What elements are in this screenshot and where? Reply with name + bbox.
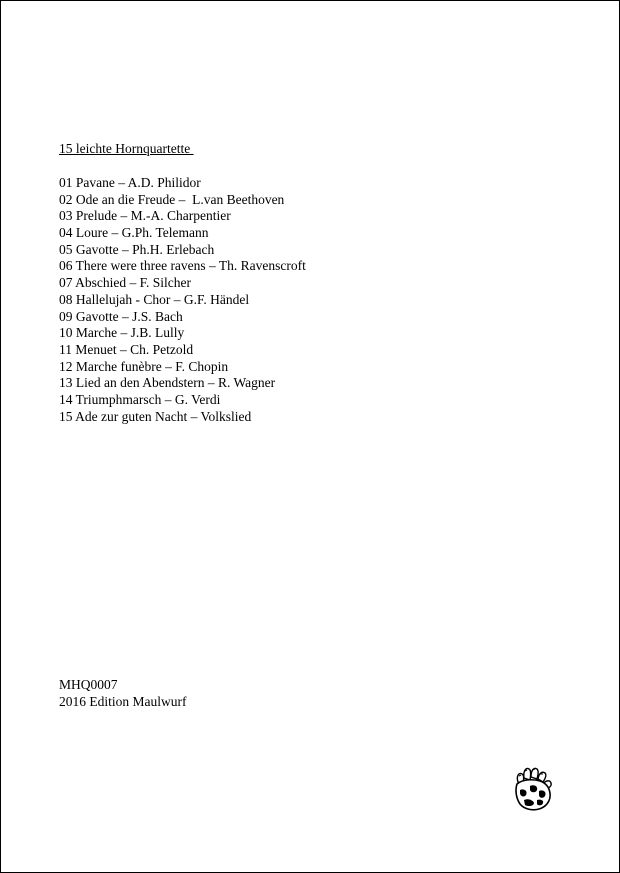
track-list bbox=[59, 175, 306, 425]
track-item: 02 Ode an die Freude – L.van Beethoven bbox=[59, 191, 285, 207]
track-item: 04 Loure – G.Ph. Telemann bbox=[59, 225, 209, 241]
track-item: 06 There were three ravens – Th. Ravenscroft bbox=[59, 258, 306, 274]
mole-paw-icon bbox=[512, 766, 554, 812]
track-item: 03 Prelude – M.-A. Charpentier bbox=[59, 208, 231, 224]
track-item: 01 Pavane – A.D. Philidor bbox=[59, 175, 201, 190]
catalog-info bbox=[59, 677, 187, 710]
track-item: 12 Marche funèbre – F. Chopin bbox=[59, 358, 229, 374]
track-item: 13 Lied an den Abendstern – R. Wagner bbox=[59, 375, 276, 391]
document-title: 15 leichte Hornquartette bbox=[59, 141, 194, 156]
track-item: 07 Abschied – F. Silcher bbox=[59, 275, 192, 291]
track-item: 15 Ade zur guten Nacht – Volkslied bbox=[59, 408, 252, 424]
track-item: 08 Hallelujah - Chor – G.F. Händel bbox=[59, 291, 250, 307]
track-item: 05 Gavotte – Ph.H. Erlebach bbox=[59, 241, 215, 257]
track-item: 09 Gavotte – J.S. Bach bbox=[59, 308, 183, 324]
publisher-line: 2016 Edition Maulwurf bbox=[59, 693, 187, 709]
catalog-number: MHQ0007 bbox=[59, 677, 118, 692]
track-item: 11 Menuet – Ch. Petzold bbox=[59, 341, 194, 357]
track-item: 10 Marche – J.B. Lully bbox=[59, 325, 185, 341]
track-item: 14 Triumphmarsch – G. Verdi bbox=[59, 391, 221, 407]
